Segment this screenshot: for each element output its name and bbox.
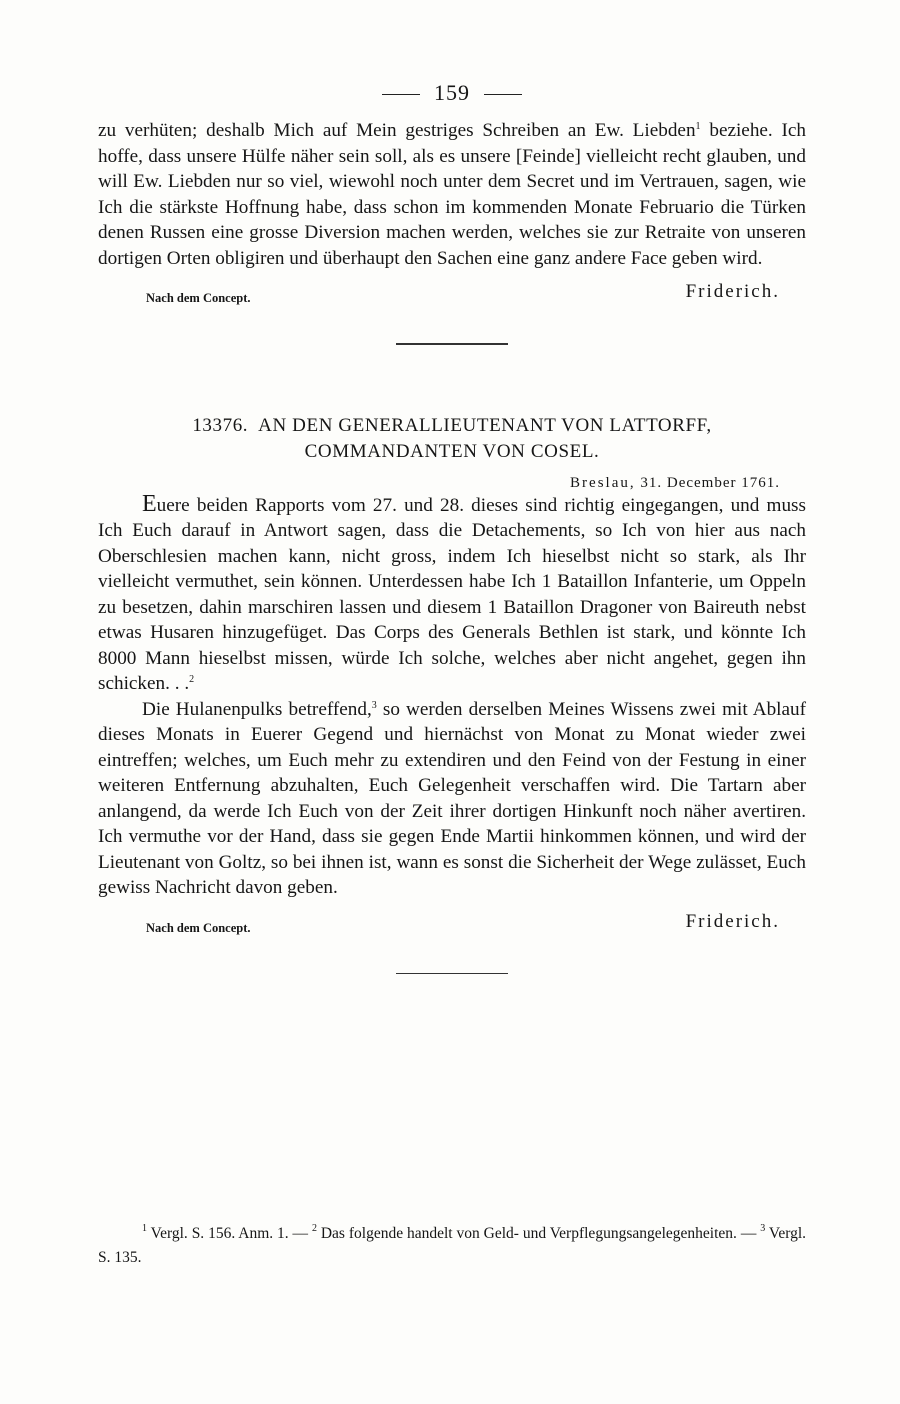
signature: Friderich.: [685, 281, 780, 302]
footnote-mark-2: 2: [189, 674, 195, 685]
letter-paragraph-1: [98, 492, 806, 697]
footnote-2-mark: 2: [311, 1223, 317, 1234]
prev-letter-paragraph: [98, 118, 806, 271]
footnote-1: Vergl. S. 156. Anm. 1. —: [150, 1225, 309, 1242]
paragraph-1-text: uere beiden Rapports vom 27. und 28. dieses sind richtig eingegangen, und muss Ich Euch darauf in Antwort sagen, dass die Detachements, so Ich von hier aus nach Oberschlesien machen kann, nicht gross, indem Ich hieselbst nicht so stark, als Ihr vielleicht vermuthet, sein können. Unterdessen habe Ich 1 Bataillon Infanterie, um Oppeln zu besetzen, dahin marschiren lassen und diesem 1 Bataillon Dragoner von Baireuth nebst etwas Husaren hinzugefüget. Das Corps des Generals Bethlen ist stark, und könnte Ich 8000 Mann hieselbst missen, würde Ich solche, welches aber nicht angehet, gegen ihn schicken. . .: [98, 494, 806, 694]
source-note: Nach dem Concept.: [146, 291, 251, 305]
dateline-place: Breslau,: [570, 474, 636, 491]
signature: Friderich.: [685, 910, 780, 932]
paragraph-2-text-a: Die Hulanenpulks betreffend,: [142, 698, 372, 720]
footnote-mark-1: 1: [695, 121, 701, 132]
footnote-1-mark: 1: [142, 1223, 147, 1234]
page-number-header: [98, 80, 806, 106]
paragraph-2-text-b: so werden derselben Meines Wissens zwei mit Ablauf dieses Monats in Euerer Gegend und hiernächst von Monat zu Monat wieder zwei eintreffen; welches, um Euch mehr zu extendiren und den Feind von der Festung in einer weiteren Entfernung abzuhalten, Euch Gelegenheit verschaffen wird. Die Tartarn aber anlangend, da werde Ich Euch von der Zeit ihrer dortigen Hinkunft noch näher avertiren. Ich vermuthe vor der Hand, dass sie gegen Ende Martii hinkommen können, und wird der Lieutenant von Goltz, so bei ihnen ist, wann es sonst die Sicherheit der Wege zulässet, Euch gewiss Nachricht davon geben.: [98, 698, 806, 898]
footnote-3-mark: 3: [760, 1223, 766, 1234]
page-number: 159: [434, 80, 470, 105]
letter-number: 13376.: [192, 414, 249, 436]
letter-paragraph-2: [98, 697, 806, 901]
section-divider: [396, 343, 508, 345]
footnotes: [98, 1222, 806, 1270]
letter-heading: [98, 413, 806, 465]
footnote-3: Vergl. S. 135.: [98, 1225, 807, 1266]
header-dash-right: [484, 94, 522, 95]
page-body: [98, 80, 806, 974]
section-divider: [396, 973, 508, 975]
footnote-mark-3: 3: [371, 699, 377, 711]
prev-letter-text: zu verhüten; deshalb Mich auf Mein gestriges Schreiben an Ew. Liebden: [98, 120, 696, 141]
dateline: [98, 475, 780, 492]
source-note: Nach dem Concept.: [146, 920, 251, 935]
footnote-2: Das folgende handelt von Geld- und Verpflegungsangelegenheiten. —: [320, 1225, 757, 1242]
initial-letter: E: [142, 490, 157, 517]
dateline-date: 31. December 1761.: [640, 474, 780, 491]
letter-addressee: AN DEN GENERALLIEUTENANT VON LATTORFF,: [258, 414, 712, 436]
header-dash-left: [382, 94, 420, 95]
letter-closing: [98, 909, 806, 945]
footnote-block: [98, 1222, 806, 1270]
prev-letter-closing: [98, 279, 806, 315]
prev-letter-text-continued: beziehe. Ich hoffe, dass unsere Hülfe näher sein soll, als es unsere [Feinde] vielleicht recht glauben, und will Ew. Liebden nur so viel, wiewohl noch unter dem Secret und im Vertrauen, sagen, wie Ich die stärkste Hoffnung habe, dass schon im kommenden Monate Februario die Türken denen Russen eine grosse Diversion machen werden, welches sie zur Retraite von unseren dortigen Orten obligiren und überhaupt den Sachen eine ganz andere Face geben wird.: [98, 120, 807, 269]
letter-heading-line-1: [98, 413, 806, 439]
letter-heading-line-2: COMMANDANTEN VON COSEL.: [304, 440, 600, 462]
